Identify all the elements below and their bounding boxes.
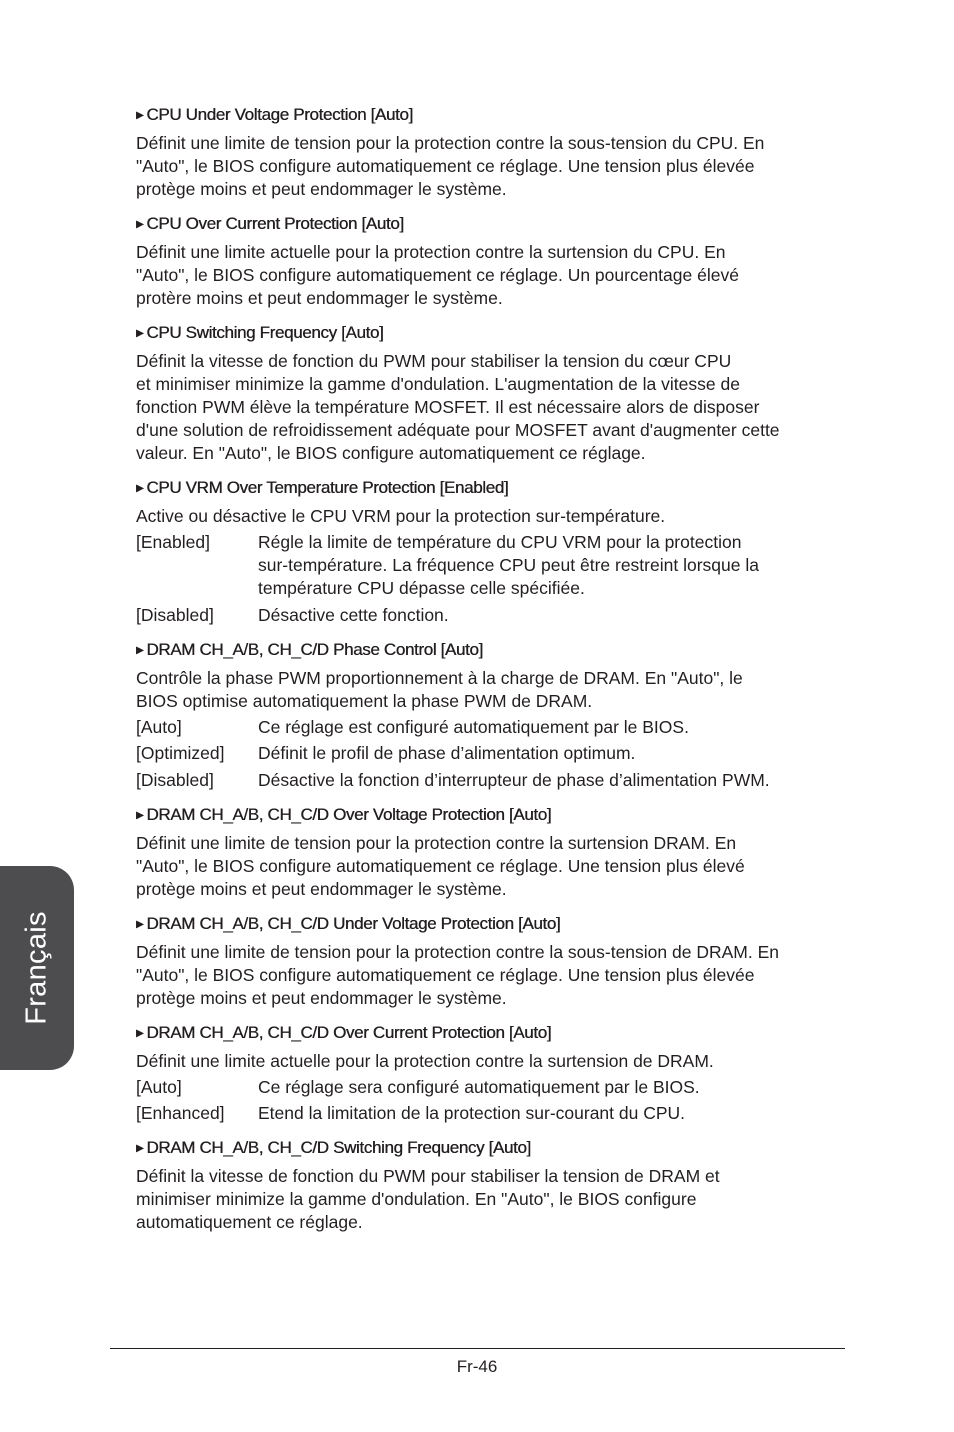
option-key: [Enabled] bbox=[136, 532, 210, 552]
setting-description: Contrôle la phase PWM proportionnement à la charge de DRAM. En "Auto", le BIOS optimise automatiquement la phase PWM de DRAM. bbox=[136, 667, 743, 711]
setting-title: CPU Over Current Protection [Auto] bbox=[146, 214, 404, 233]
setting-heading bbox=[136, 912, 848, 938]
setting-description: Définit une limite de tension pour la protection contre la surtension DRAM. En "Auto", le BIOS configure automatiquement ce réglage. Une tension plus élevé protège moins et peut endommager le système. bbox=[136, 832, 745, 899]
option-key: [Disabled] bbox=[136, 769, 214, 790]
language-tab bbox=[0, 866, 74, 1070]
option-description: Etend la limitation de la protection sur-courant du CPU. bbox=[258, 1103, 686, 1123]
option-key: [Disabled] bbox=[136, 604, 214, 625]
setting-section bbox=[136, 321, 848, 465]
page-number bbox=[0, 1357, 954, 1377]
option-list bbox=[136, 1076, 848, 1126]
setting-title: DRAM CH_A/B, CH_C/D Over Voltage Protection [Auto] bbox=[146, 804, 552, 824]
option-description: Régle la limite de température du CPU VRM pour la protection sur-température. La fréquence CPU peut être restreint lorsque la température CPU dépasse celle spécifiée. bbox=[258, 532, 759, 598]
option-row bbox=[136, 1076, 848, 1099]
setting-title: CPU VRM Over Temperature Protection [Enabled] bbox=[146, 478, 509, 497]
option-description: Ce réglage sera configuré automatiquement par le BIOS. bbox=[258, 1076, 700, 1097]
setting-description: Définit une limite de tension pour la protection contre la sous-tension de DRAM. En "Auto", le BIOS configure automatiquement ce réglage. Une tension plus élevée protège moins et peut endommager le système. bbox=[136, 941, 779, 1008]
triangle-bullet-icon: ▶ bbox=[136, 219, 144, 230]
option-key: [Auto] bbox=[136, 716, 182, 737]
option-row bbox=[136, 531, 848, 600]
option-row bbox=[136, 742, 848, 765]
option-description: Désactive la fonction d’interrupteur de phase d’alimentation PWM. bbox=[258, 769, 770, 790]
setting-heading bbox=[136, 1136, 848, 1162]
option-list bbox=[136, 531, 848, 627]
option-row bbox=[136, 604, 848, 627]
setting-heading bbox=[136, 1021, 848, 1047]
triangle-bullet-icon: ▶ bbox=[136, 644, 144, 656]
triangle-bullet-icon: ▶ bbox=[136, 1143, 144, 1154]
setting-description: Définit une limite actuelle pour la protection contre la surtension du CPU. En "Auto", le BIOS configure automatiquement ce réglage. Un pourcentage élevé protère moins et peut endommager le système. bbox=[136, 242, 739, 308]
setting-section bbox=[136, 103, 848, 201]
option-row bbox=[136, 1102, 848, 1125]
option-description: Ce réglage est configuré automatiquement par le BIOS. bbox=[258, 716, 689, 737]
option-key: [Auto] bbox=[136, 1076, 182, 1097]
option-key: [Optimized] bbox=[136, 743, 225, 763]
option-list bbox=[136, 716, 848, 792]
triangle-bullet-icon: ▶ bbox=[136, 328, 144, 339]
setting-heading bbox=[136, 321, 848, 347]
setting-description: Définit une limite de tension pour la protection contre la sous-tension du CPU. En "Auto", le BIOS configure automatiquement ce réglage. Une tension plus élevée protège moins et peut endommager le système. bbox=[136, 133, 765, 199]
setting-section bbox=[136, 476, 848, 627]
page-content bbox=[136, 103, 848, 1234]
triangle-bullet-icon: ▶ bbox=[136, 918, 144, 930]
triangle-bullet-icon: ▶ bbox=[136, 809, 144, 821]
page-number-text: Fr-46 bbox=[456, 1357, 498, 1376]
setting-description: Définit la vitesse de fonction du PWM pour stabiliser la tension de DRAM et minimiser minimize la gamme d'ondulation. En "Auto", le BIOS configure automatiquement ce réglage. bbox=[136, 1166, 720, 1232]
setting-section bbox=[136, 638, 848, 792]
setting-title: CPU Switching Frequency [Auto] bbox=[146, 323, 384, 342]
option-description: Définit le profil de phase d’alimentation optimum. bbox=[258, 743, 636, 763]
setting-title: DRAM CH_A/B, CH_C/D Over Current Protection [Auto] bbox=[146, 1022, 552, 1042]
setting-title: DRAM CH_A/B, CH_C/D Phase Control [Auto] bbox=[146, 639, 483, 659]
setting-description: Active ou désactive le CPU VRM pour la protection sur-température. bbox=[136, 506, 666, 526]
setting-heading bbox=[136, 476, 848, 502]
footer-divider bbox=[110, 1348, 845, 1349]
option-description: Désactive cette fonction. bbox=[258, 604, 449, 625]
language-label: Français bbox=[20, 911, 53, 1025]
option-key: [Enhanced] bbox=[136, 1103, 225, 1123]
setting-section bbox=[136, 1021, 848, 1126]
setting-section bbox=[136, 912, 848, 1010]
setting-description: Définit la vitesse de fonction du PWM pour stabiliser la tension du cœur CPU et minimiser minimize la gamme d'ondulation. L'augmentation de la vitesse de fonction PWM élève la température MOSFET. Il est nécessaire alors de disposer d'une solution de refroidissement adéquate pour MOSFET avant d'augmenter cette valeur. En "Auto", le BIOS configure automatiquement ce réglage. bbox=[136, 351, 780, 463]
setting-title: DRAM CH_A/B, CH_C/D Under Voltage Protection [Auto] bbox=[146, 913, 561, 933]
triangle-bullet-icon: ▶ bbox=[136, 110, 144, 121]
setting-description: Définit une limite actuelle pour la protection contre la surtension de DRAM. bbox=[136, 1050, 714, 1071]
setting-section bbox=[136, 1136, 848, 1234]
setting-section bbox=[136, 803, 848, 901]
setting-heading bbox=[136, 212, 848, 238]
triangle-bullet-icon: ▶ bbox=[136, 483, 144, 494]
triangle-bullet-icon: ▶ bbox=[136, 1027, 144, 1039]
setting-section bbox=[136, 212, 848, 310]
setting-title: DRAM CH_A/B, CH_C/D Switching Frequency [Auto] bbox=[146, 1138, 531, 1157]
setting-heading bbox=[136, 103, 848, 129]
setting-heading bbox=[136, 638, 848, 664]
setting-title: CPU Under Voltage Protection [Auto] bbox=[146, 105, 413, 124]
option-row bbox=[136, 716, 848, 739]
setting-heading bbox=[136, 803, 848, 829]
option-row bbox=[136, 769, 848, 792]
